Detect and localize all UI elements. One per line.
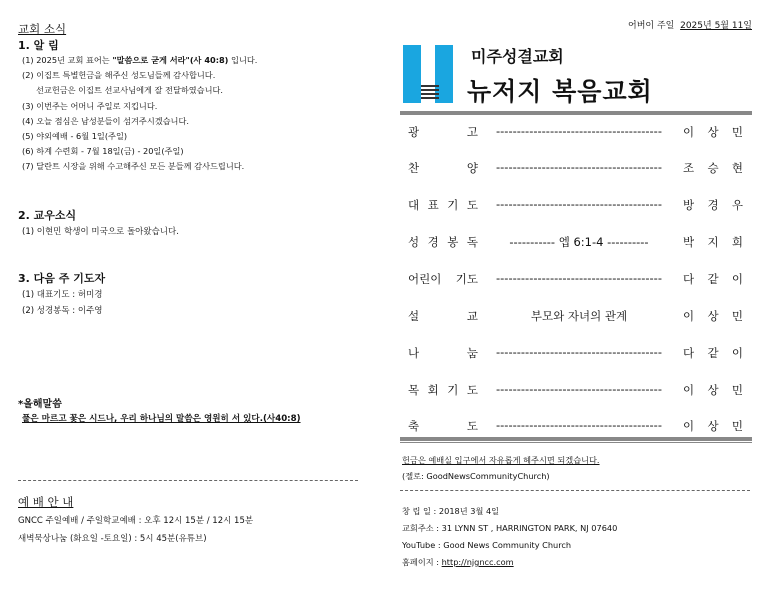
person-char: 방 (683, 198, 695, 212)
church-news-heading: 교회 소식 (18, 22, 67, 36)
order-detail: ----------- 엡 6:1-4 ---------- (509, 235, 649, 249)
bottom-rule-thin (400, 442, 752, 443)
order-person (683, 382, 743, 398)
zelle-note: (젤로: GoodNewsCommunityChurch) (402, 471, 550, 481)
order-role (408, 308, 478, 324)
address-line: 교회주소 : 31 LYNN ST , HARRINGTON PARK, NJ 07640 (402, 523, 618, 533)
order-row (408, 234, 748, 252)
worship-info-heading: 예 배 안 내 (18, 495, 74, 509)
person-char: 상 (707, 309, 719, 323)
order-row (408, 160, 748, 178)
order-row (408, 418, 748, 436)
order-role (408, 197, 478, 213)
order-detail: ---------------------------------------- (496, 418, 662, 432)
person-char: 다 (683, 346, 695, 360)
role-char: 찬 (408, 161, 420, 175)
role-char: 목 (408, 383, 420, 397)
person-char: 같 (707, 346, 719, 360)
person-char: 이 (731, 272, 743, 286)
list-item: (5) 야외예배 - 6월 1일(주일) (22, 131, 128, 142)
date-line: 어버이 주일 2025년 5월 11일 (628, 21, 752, 31)
person-char: 상 (707, 383, 719, 397)
verse-text: 풀은 마르고 꽃은 시드나, 우리 하나님의 말씀은 영원히 서 있다.(사40:8) (22, 414, 301, 424)
role-char: 눔 (466, 346, 478, 360)
church-name: 뉴저지 복음교회 (467, 77, 653, 106)
person-char: 민 (731, 383, 743, 397)
role-char: 기도 (455, 272, 478, 286)
role-char: 기 (447, 198, 459, 212)
member-news-title: 2. 교우소식 (18, 209, 77, 222)
role-char: 고 (466, 125, 478, 139)
person-char: 다 (683, 272, 695, 286)
top-rule (400, 111, 752, 115)
next-week-item: (1) 대표기도 : 허미경 (22, 290, 103, 300)
youtube-line: YouTube : Good News Community Church (402, 540, 572, 550)
homepage-line: 홈페이지 : http://njgncc.com (402, 557, 514, 567)
dawn-meditation-line: 새벽묵상나눔 (화요일 -토요일) : 5시 45분(유튜브) (18, 534, 207, 544)
order-role (408, 382, 478, 398)
role-char: 양 (466, 161, 478, 175)
order-role (408, 160, 478, 176)
role-char: 독 (466, 235, 478, 249)
order-role (408, 271, 478, 287)
order-row (408, 382, 748, 400)
homepage-link[interactable]: http://njgncc.com (441, 557, 514, 567)
person-char: 조 (683, 161, 695, 175)
person-char: 민 (731, 419, 743, 433)
role-char: 회 (427, 383, 439, 397)
list-item: (1) 2025년 교회 표어는 "말씀으로 굳게 서라"(사 40:8) 입니다. (22, 55, 258, 65)
order-person (683, 197, 743, 213)
list-item: (7) 달란트 시장을 위해 수고해주신 모든 분들께 감사드립니다. (22, 161, 245, 172)
person-char: 민 (731, 125, 743, 139)
next-week-title: 3. 다음 주 기도자 (18, 272, 106, 285)
order-person (683, 308, 743, 324)
order-detail: ---------------------------------------- (496, 160, 662, 174)
person-char: 희 (731, 235, 743, 249)
order-row (408, 308, 748, 326)
role-char: 봉 (447, 235, 459, 249)
role-char: 기 (447, 383, 459, 397)
church-logo (403, 45, 453, 103)
role-char: 도 (466, 383, 478, 397)
list-item: (6) 하계 수련회 - 7월 18일(금) - 20일(주일) (22, 146, 184, 157)
order-detail: ---------------------------------------- (496, 271, 662, 285)
order-person (683, 234, 743, 250)
order-detail: ---------------------------------------- (496, 124, 662, 138)
role-char: 축 (408, 419, 420, 433)
role-char: 나 (408, 346, 420, 360)
role-char: 광 (408, 125, 420, 139)
founded-line: 창 립 일 : 2018년 3월 4일 (402, 506, 500, 516)
person-char: 민 (731, 309, 743, 323)
verse-title: *올해말씀 (18, 399, 62, 410)
role-char: 성 (408, 235, 420, 249)
member-news-item: (1) 이현민 학생이 미국으로 돌아왔습니다. (22, 227, 179, 237)
order-detail: ---------------------------------------- (496, 197, 662, 211)
role-char: 설 (408, 309, 420, 323)
person-char: 박 (683, 235, 695, 249)
person-char: 이 (683, 309, 695, 323)
order-person (683, 124, 743, 140)
role-char: 경 (427, 235, 439, 249)
bottom-rule (400, 437, 752, 441)
person-char: 우 (731, 198, 743, 212)
person-char: 상 (707, 419, 719, 433)
person-char: 승 (707, 161, 719, 175)
order-person (683, 345, 743, 361)
order-role (408, 345, 478, 361)
order-detail: ---------------------------------------- (496, 382, 662, 396)
order-role (408, 234, 478, 250)
divider (400, 490, 750, 491)
person-char: 이 (731, 346, 743, 360)
person-char: 상 (707, 125, 719, 139)
order-person (683, 418, 743, 434)
offering-note: 헌금은 예배실 입구에서 자유롭게 헤주시면 되겠습니다. (402, 455, 600, 465)
person-char: 이 (683, 125, 695, 139)
list-item: 선교헌금은 이집트 선교사님에게 잘 전달하였습니다. (36, 85, 224, 96)
person-char: 이 (683, 383, 695, 397)
order-detail: ---------------------------------------- (496, 345, 662, 359)
announcement-list (22, 53, 257, 175)
role-char: 표 (427, 198, 439, 212)
order-row (408, 124, 748, 142)
role-char: 대 (408, 198, 420, 212)
order-detail: 부모와 자녀의 관계 (530, 309, 628, 323)
person-char: 경 (707, 198, 719, 212)
divider (18, 480, 358, 481)
order-person (683, 160, 743, 176)
list-item: (3) 이번주는 어머니 주일로 지킵니다. (22, 100, 158, 111)
announcements-title: 1. 알 림 (18, 39, 59, 52)
order-role (408, 418, 478, 434)
role-char: 도 (466, 198, 478, 212)
person-char: 같 (707, 272, 719, 286)
role-char: 교 (466, 309, 478, 323)
order-row (408, 197, 748, 215)
person-char: 이 (683, 419, 695, 433)
role-char: 도 (466, 419, 478, 433)
order-person (683, 271, 743, 287)
denomination-name: 미주성결교회 (471, 47, 564, 66)
order-role (408, 124, 478, 140)
list-item: (4) 오늘 점심은 남성분들이 섬겨주시겠습니다. (22, 115, 189, 126)
person-char: 현 (731, 161, 743, 175)
list-item: (2) 이집트 특별헌금을 해주신 성도님들께 감사합니다. (22, 70, 216, 81)
order-row (408, 271, 748, 289)
worship-time-line: GNCC 주일예배 / 주일학교예배 : 오후 12시 15분 / 12시 15분 (18, 516, 254, 526)
next-week-item: (2) 성경봉독 : 이주영 (22, 306, 103, 316)
order-row (408, 345, 748, 363)
person-char: 지 (707, 235, 719, 249)
role-char: 어린이 (408, 272, 442, 286)
